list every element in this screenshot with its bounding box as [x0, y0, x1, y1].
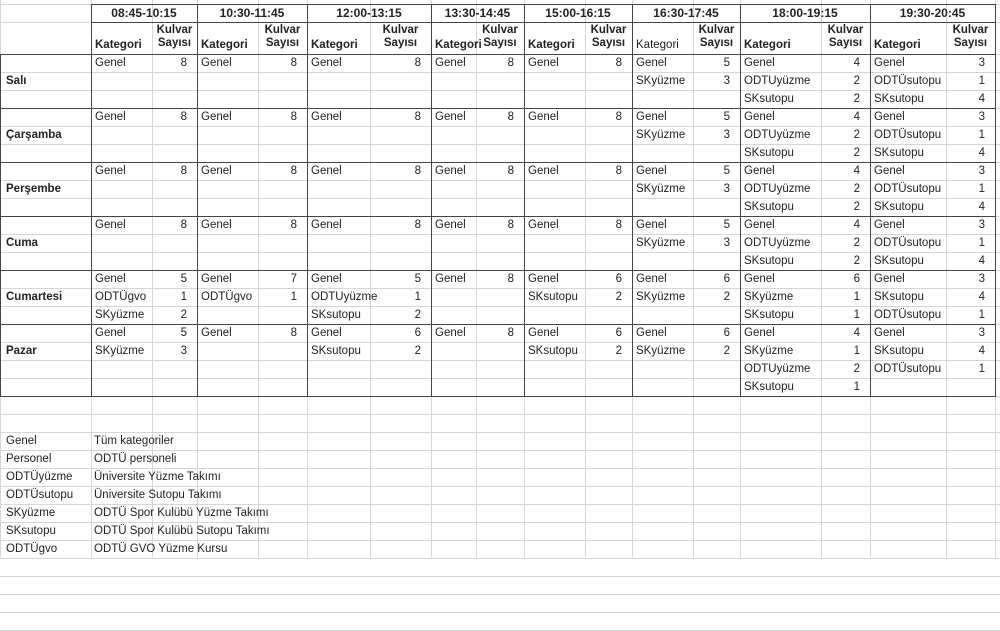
entry-category: Genel: [311, 165, 342, 177]
entry-lane-count: 1: [978, 363, 985, 375]
grid-row-line: [0, 540, 1000, 541]
entry-category: SKsutopu: [744, 147, 794, 159]
table-border-horizontal: [0, 270, 996, 271]
grid-row-line: [0, 468, 1000, 469]
entry-category: ODTÜgvo: [95, 291, 147, 303]
grid-row-line: [0, 558, 1000, 559]
entry-lane-count: 8: [507, 273, 514, 285]
entry-category: SKsutopu: [874, 93, 924, 105]
entry-lane-count: 1: [978, 237, 985, 249]
entry-category: Genel: [435, 219, 466, 231]
entry-lane-count: 2: [615, 291, 622, 303]
entry-lane-count: 8: [615, 57, 622, 69]
entry-category: Genel: [201, 273, 232, 285]
day-label: Pazar: [6, 345, 37, 357]
entry-lane-count: 4: [978, 147, 985, 159]
entry-lane-count: 2: [180, 309, 187, 321]
entry-lane-count: 2: [853, 183, 860, 195]
entry-category: SKsutopu: [874, 345, 924, 357]
entry-category: Genel: [528, 111, 559, 123]
lane-count-column-header: [821, 24, 870, 50]
category-column-header: Kategori: [311, 39, 358, 51]
entry-category: Genel: [311, 111, 342, 123]
entry-lane-count: 4: [853, 219, 860, 231]
entry-lane-count: 8: [290, 219, 297, 231]
lane-count-header-line: Sayısı: [953, 37, 988, 49]
entry-category: Genel: [744, 57, 775, 69]
legend-abbreviation: SKyüzme: [6, 507, 56, 519]
grid-row-line: [0, 90, 1000, 91]
entry-category: Genel: [874, 57, 905, 69]
grid-row-line: [0, 144, 1000, 145]
entry-category: SKsutopu: [744, 255, 794, 267]
time-slot-header: 15:00-16:15: [545, 6, 611, 20]
table-border-horizontal: [0, 108, 996, 109]
grid-row-line: [0, 450, 1000, 451]
entry-lane-count: 6: [414, 327, 421, 339]
entry-category: ODTÜsutopu: [874, 309, 942, 321]
entry-category: Genel: [95, 57, 126, 69]
time-slot-header: 16:30-17:45: [653, 6, 719, 20]
entry-lane-count: 1: [853, 291, 860, 303]
entry-category: Genel: [435, 327, 466, 339]
lane-count-header-line: Sayısı: [828, 37, 863, 49]
grid-row-line: [0, 594, 1000, 595]
grid-row-line: [0, 342, 1000, 343]
entry-category: Genel: [874, 327, 905, 339]
lane-count-header-line: Kulvar: [264, 24, 301, 36]
entry-category: SKsutopu: [874, 291, 924, 303]
entry-category: SKsutopu: [528, 291, 578, 303]
entry-lane-count: 2: [853, 201, 860, 213]
entry-category: Genel: [311, 219, 342, 231]
entry-lane-count: 1: [180, 291, 187, 303]
table-border-horizontal: [0, 324, 996, 325]
entry-lane-count: 2: [853, 237, 860, 249]
entry-category: Genel: [528, 327, 559, 339]
entry-lane-count: 1: [853, 309, 860, 321]
table-border-vertical: [0, 54, 1, 396]
entry-category: SKsutopu: [744, 309, 794, 321]
entry-lane-count: 6: [853, 273, 860, 285]
legend-abbreviation: Genel: [6, 435, 37, 447]
lane-count-header-line: Sayısı: [591, 37, 626, 49]
legend-description: Üniversite Sutopu Takımı: [94, 489, 222, 501]
entry-category: Genel: [636, 111, 667, 123]
entry-lane-count: 3: [978, 327, 985, 339]
entry-category: Genel: [95, 219, 126, 231]
entry-lane-count: 1: [853, 345, 860, 357]
entry-category: SKyüzme: [636, 183, 686, 195]
grid-row-line: [0, 432, 1000, 433]
legend-abbreviation: ODTÜsutopu: [6, 489, 74, 501]
lane-count-header-line: Sayısı: [699, 37, 734, 49]
entry-category: SKsutopu: [874, 147, 924, 159]
time-slot-header: 08:45-10:15: [111, 6, 177, 20]
entry-lane-count: 8: [615, 111, 622, 123]
grid-row-line: [0, 288, 1000, 289]
category-column-header: Kategori: [435, 39, 482, 51]
grid-row-line: [0, 306, 1000, 307]
entry-category: Genel: [95, 327, 126, 339]
entry-lane-count: 8: [507, 165, 514, 177]
entry-category: Genel: [874, 219, 905, 231]
lane-count-header-line: Kulvar: [952, 24, 989, 36]
table-border-vertical: [524, 4, 525, 396]
entry-category: Genel: [636, 327, 667, 339]
entry-lane-count: 6: [615, 327, 622, 339]
entry-category: Genel: [311, 273, 342, 285]
entry-lane-count: 8: [507, 111, 514, 123]
table-border-vertical: [91, 4, 92, 396]
entry-category: Genel: [874, 273, 905, 285]
lane-count-header-line: Kulvar: [590, 24, 627, 36]
entry-lane-count: 1: [853, 381, 860, 393]
entry-category: SKsutopu: [528, 345, 578, 357]
entry-category: Genel: [528, 219, 559, 231]
category-column-header: Kategori: [528, 39, 575, 51]
entry-lane-count: 1: [978, 129, 985, 141]
grid-row-line: [0, 378, 1000, 379]
entry-category: SKyüzme: [744, 345, 794, 357]
entry-category: SKyüzme: [95, 309, 145, 321]
entry-lane-count: 8: [414, 165, 421, 177]
entry-lane-count: 8: [290, 57, 297, 69]
entry-category: SKyüzme: [636, 291, 686, 303]
category-column-header: Kategori: [744, 39, 791, 51]
entry-lane-count: 8: [615, 219, 622, 231]
entry-lane-count: 2: [853, 93, 860, 105]
entry-category: Genel: [95, 111, 126, 123]
legend-abbreviation: Personel: [6, 453, 52, 465]
entry-category: SKsutopu: [874, 201, 924, 213]
entry-lane-count: 4: [978, 201, 985, 213]
grid-row-line: [0, 414, 1000, 415]
entry-category: ODTUyüzme: [744, 237, 811, 249]
entry-lane-count: 7: [290, 273, 297, 285]
entry-category: Genel: [95, 165, 126, 177]
category-column-header: Kategori: [201, 39, 248, 51]
entry-category: SKyüzme: [636, 75, 686, 87]
entry-category: Genel: [744, 219, 775, 231]
entry-lane-count: 8: [290, 111, 297, 123]
entry-lane-count: 5: [723, 111, 730, 123]
entry-category: Genel: [874, 165, 905, 177]
entry-lane-count: 5: [723, 165, 730, 177]
time-slot-header: 19:30-20:45: [899, 6, 966, 20]
entry-lane-count: 8: [615, 165, 622, 177]
entry-lane-count: 3: [978, 111, 985, 123]
entry-category: Genel: [435, 111, 466, 123]
entry-lane-count: 4: [978, 93, 985, 105]
entry-category: Genel: [636, 57, 667, 69]
entry-category: Genel: [528, 57, 559, 69]
entry-lane-count: 4: [978, 345, 985, 357]
legend-description: Üniversite Yüzme Takımı: [94, 471, 221, 483]
table-border-horizontal: [91, 54, 996, 55]
entry-category: Genel: [636, 165, 667, 177]
entry-category: SKsutopu: [311, 309, 361, 321]
grid-row-line: [0, 198, 1000, 199]
entry-lane-count: 2: [853, 255, 860, 267]
grid-row-line: [0, 180, 1000, 181]
entry-lane-count: 8: [507, 327, 514, 339]
legend-description: ODTÜ Spor Kulübü Sutopu Takımı: [94, 525, 270, 537]
entry-category: Genel: [435, 165, 466, 177]
entry-category: Genel: [201, 219, 232, 231]
entry-lane-count: 3: [723, 183, 730, 195]
day-label: Perşembe: [6, 183, 61, 195]
entry-lane-count: 2: [723, 291, 730, 303]
time-slot-header: 12:00-13:15: [336, 6, 402, 20]
entry-lane-count: 4: [853, 327, 860, 339]
entry-category: Genel: [311, 57, 342, 69]
lane-count-column-header: [152, 24, 197, 50]
legend-description: Tüm kategoriler: [94, 435, 174, 447]
table-border-horizontal: [0, 216, 996, 217]
entry-category: ODTUyüzme: [744, 75, 811, 87]
entry-category: SKsutopu: [874, 255, 924, 267]
entry-category: SKyüzme: [636, 345, 686, 357]
entry-category: SKyüzme: [744, 291, 794, 303]
table-border-horizontal: [0, 54, 91, 55]
entry-lane-count: 2: [853, 129, 860, 141]
lane-count-header-line: Sayısı: [157, 37, 192, 49]
time-slot-header: 18:00-19:15: [772, 6, 838, 20]
entry-lane-count: 8: [180, 57, 187, 69]
day-label: Çarşamba: [6, 129, 62, 141]
entry-lane-count: 8: [290, 327, 297, 339]
lane-count-header-line: Kulvar: [827, 24, 864, 36]
entry-lane-count: 1: [978, 75, 985, 87]
table-border-vertical: [870, 4, 871, 396]
lane-count-column-header: [946, 24, 995, 50]
table-border-vertical: [431, 4, 432, 396]
entry-lane-count: 1: [978, 183, 985, 195]
entry-category: Genel: [201, 327, 232, 339]
entry-lane-count: 4: [978, 291, 985, 303]
entry-lane-count: 4: [853, 111, 860, 123]
lane-count-column-header: [476, 24, 524, 50]
entry-category: Genel: [636, 219, 667, 231]
table-border-horizontal: [0, 396, 996, 397]
grid-row-line: [0, 126, 1000, 127]
entry-category: ODTÜsutopu: [874, 363, 942, 375]
entry-lane-count: 3: [978, 219, 985, 231]
entry-category: ODTUyüzme: [744, 183, 811, 195]
entry-lane-count: 5: [723, 57, 730, 69]
lane-count-header-line: Sayısı: [483, 37, 517, 49]
entry-lane-count: 5: [414, 273, 421, 285]
entry-category: Genel: [874, 111, 905, 123]
time-slot-header: 10:30-11:45: [219, 6, 285, 20]
entry-category: Genel: [201, 57, 232, 69]
lane-count-header-line: Kulvar: [156, 24, 193, 36]
lane-count-column-header: [693, 24, 740, 50]
category-column-header: Kategori: [874, 39, 921, 51]
entry-lane-count: 1: [414, 291, 421, 303]
entry-category: Genel: [528, 273, 559, 285]
entry-category: ODTÜsutopu: [874, 129, 942, 141]
entry-lane-count: 5: [723, 219, 730, 231]
entry-lane-count: 6: [723, 327, 730, 339]
grid-row-line: [0, 360, 1000, 361]
entry-lane-count: 1: [290, 291, 297, 303]
grid-row-line: [0, 522, 1000, 523]
entry-lane-count: 8: [290, 165, 297, 177]
entry-category: SKyüzme: [636, 237, 686, 249]
entry-lane-count: 2: [414, 345, 421, 357]
entry-category: ODTUyüzme: [311, 291, 378, 303]
entry-lane-count: 3: [978, 57, 985, 69]
table-border-vertical: [740, 4, 741, 396]
entry-lane-count: 8: [414, 57, 421, 69]
category-column-header: Kategori: [636, 39, 679, 51]
table-border-horizontal: [0, 162, 996, 163]
category-column-header: Kategori: [95, 39, 142, 51]
entry-lane-count: 6: [723, 273, 730, 285]
lane-count-column-header: [585, 24, 632, 50]
lane-count-header-line: Kulvar: [382, 24, 419, 36]
entry-category: ODTUyüzme: [744, 363, 811, 375]
entry-category: Genel: [435, 57, 466, 69]
table-border-vertical: [995, 4, 996, 396]
entry-lane-count: 3: [180, 345, 187, 357]
entry-lane-count: 8: [180, 165, 187, 177]
grid-row-line: [0, 252, 1000, 253]
legend-description: ODTÜ Spor Kulübü Yüzme Takımı: [94, 507, 269, 519]
lane-count-header-line: Sayısı: [383, 37, 418, 49]
entry-lane-count: 6: [615, 273, 622, 285]
day-label: Salı: [6, 75, 27, 87]
entry-lane-count: 4: [853, 57, 860, 69]
entry-category: ODTÜsutopu: [874, 183, 942, 195]
lane-count-column-header: [370, 24, 431, 50]
legend-abbreviation: ODTÜgvo: [6, 543, 58, 555]
entry-category: ODTÜgvo: [201, 291, 253, 303]
entry-category: ODTUyüzme: [744, 129, 811, 141]
table-border-horizontal: [91, 22, 996, 23]
entry-lane-count: 4: [853, 165, 860, 177]
grid-row-line: [0, 576, 1000, 577]
entry-lane-count: 2: [615, 345, 622, 357]
entry-category: SKsutopu: [311, 345, 361, 357]
entry-category: Genel: [201, 111, 232, 123]
entry-category: SKsutopu: [744, 201, 794, 213]
entry-category: Genel: [201, 165, 232, 177]
entry-lane-count: 4: [978, 255, 985, 267]
entry-category: Genel: [744, 111, 775, 123]
grid-row-line: [0, 504, 1000, 505]
day-label: Cumartesi: [6, 291, 63, 303]
entry-lane-count: 2: [853, 75, 860, 87]
entry-category: SKyüzme: [636, 129, 686, 141]
legend-abbreviation: SKsutopu: [6, 525, 56, 537]
entry-lane-count: 2: [853, 147, 860, 159]
day-label: Cuma: [6, 237, 38, 249]
entry-category: Genel: [636, 273, 667, 285]
entry-lane-count: 8: [414, 219, 421, 231]
entry-category: Genel: [744, 165, 775, 177]
table-border-vertical: [632, 4, 633, 396]
entry-lane-count: 2: [853, 363, 860, 375]
entry-category: Genel: [311, 327, 342, 339]
entry-lane-count: 2: [723, 345, 730, 357]
lane-count-header-line: Kulvar: [482, 24, 518, 36]
lane-count-column-header: [258, 24, 307, 50]
grid-row-line: [0, 486, 1000, 487]
entry-lane-count: 5: [180, 327, 187, 339]
grid-row-line: [0, 612, 1000, 613]
legend-abbreviation: ODTÜyüzme: [6, 471, 73, 483]
entry-lane-count: 8: [507, 57, 514, 69]
entry-category: SKsutopu: [744, 381, 794, 393]
entry-lane-count: 1: [978, 309, 985, 321]
entry-category: ODTÜsutopu: [874, 237, 942, 249]
entry-lane-count: 2: [414, 309, 421, 321]
entry-category: Genel: [95, 273, 126, 285]
entry-lane-count: 8: [414, 111, 421, 123]
table-border-horizontal: [91, 4, 996, 5]
grid-row-line: [0, 234, 1000, 235]
entry-lane-count: 3: [723, 237, 730, 249]
entry-lane-count: 8: [507, 219, 514, 231]
entry-category: Genel: [744, 273, 775, 285]
entry-lane-count: 3: [978, 273, 985, 285]
entry-lane-count: 3: [723, 75, 730, 87]
legend-description: ODTÜ personeli: [94, 453, 177, 465]
entry-lane-count: 8: [180, 219, 187, 231]
lane-count-header-line: Sayısı: [265, 37, 300, 49]
entry-category: Genel: [435, 273, 466, 285]
entry-lane-count: 3: [723, 129, 730, 141]
lane-count-header-line: Kulvar: [698, 24, 735, 36]
table-border-vertical: [307, 4, 308, 396]
table-border-vertical: [197, 4, 198, 396]
entry-category: ODTÜsutopu: [874, 75, 942, 87]
entry-category: SKsutopu: [744, 93, 794, 105]
grid-row-line: [0, 72, 1000, 73]
entry-category: SKyüzme: [95, 345, 145, 357]
entry-category: Genel: [744, 327, 775, 339]
entry-lane-count: 5: [180, 273, 187, 285]
entry-lane-count: 3: [978, 165, 985, 177]
entry-category: Genel: [528, 165, 559, 177]
entry-lane-count: 8: [180, 111, 187, 123]
legend-description: ODTÜ GVO Yüzme Kursu: [94, 543, 228, 555]
time-slot-header: 13:30-14:45: [444, 6, 511, 20]
